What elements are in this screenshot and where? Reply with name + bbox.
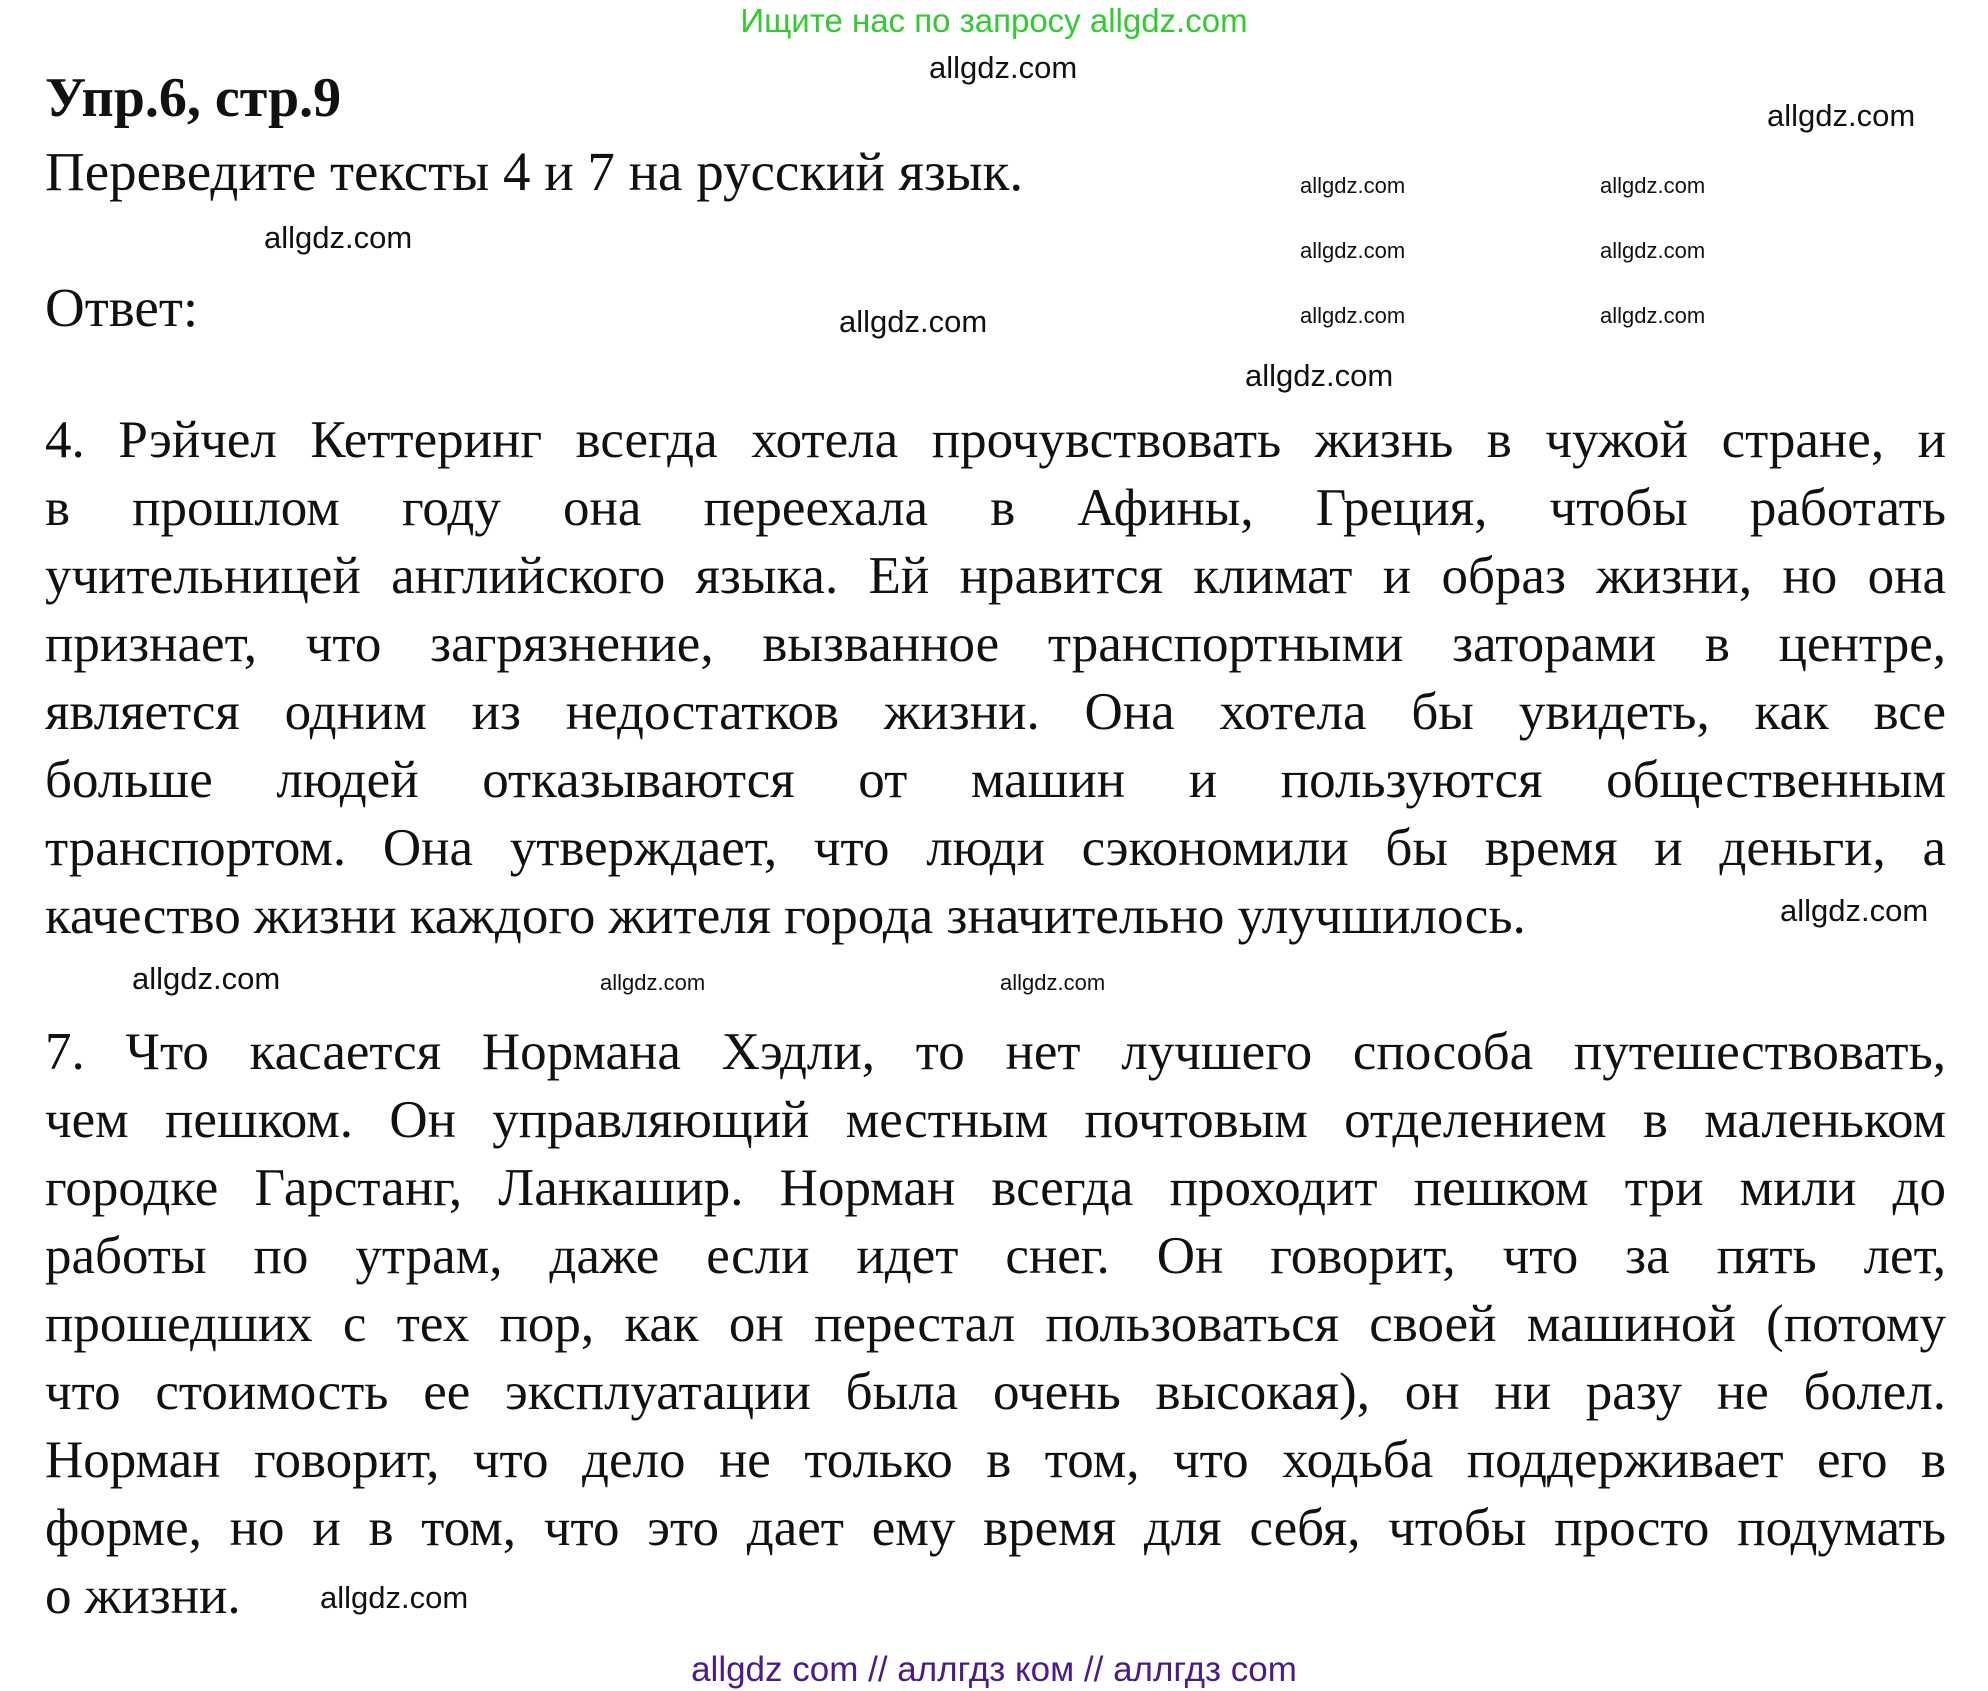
watermark: allgdz.com bbox=[929, 50, 1078, 85]
text-line: форме, но и в том, что это дает ему время для себя, чтобы просто подумать bbox=[45, 1499, 1946, 1557]
watermark: allgdz.com bbox=[1245, 358, 1394, 393]
watermark: allgdz.com bbox=[600, 970, 706, 995]
watermark: allgdz.com bbox=[1300, 303, 1406, 328]
watermark: allgdz.com bbox=[1780, 893, 1929, 928]
watermark: allgdz.com bbox=[132, 961, 281, 996]
answer-label: Ответ: bbox=[45, 277, 199, 338]
text-line: Норман говорит, что дело не только в том, что ходьба поддерживает его в bbox=[45, 1431, 1946, 1489]
text-line: работы по утрам, даже если идет снег. Он говорит, что за пять лет, bbox=[45, 1227, 1946, 1285]
watermark: allgdz.com bbox=[1300, 173, 1406, 198]
text-line: учительницей английского языка. Ей нравится климат и образ жизни, но она bbox=[45, 547, 1946, 605]
translation-text-4 bbox=[45, 406, 1946, 950]
watermark: allgdz.com bbox=[1600, 173, 1706, 198]
watermark: allgdz.com bbox=[1300, 238, 1406, 263]
text-line: что стоимость ее эксплуатации была очень высокая), он ни разу не болел. bbox=[45, 1363, 1946, 1421]
text-line: транспортом. Она утверждает, что люди сэкономили бы время и деньги, а bbox=[45, 819, 1946, 877]
translation-text-7 bbox=[45, 1018, 1946, 1630]
watermark: allgdz.com bbox=[1600, 303, 1706, 328]
watermark: allgdz.com bbox=[1767, 98, 1916, 133]
text-line: качество жизни каждого жителя города значительно улучшилось. bbox=[45, 887, 1526, 945]
watermark: allgdz.com bbox=[320, 1580, 469, 1615]
text-line: прошедших с тех пор, как он перестал пользоваться своей машиной (потому bbox=[45, 1295, 1946, 1353]
text-line: является одним из недостатков жизни. Она хотела бы увидеть, как все bbox=[45, 683, 1946, 741]
task-text: Переведите тексты 4 и 7 на русский язык. bbox=[45, 141, 1024, 202]
watermark: allgdz.com bbox=[1600, 238, 1706, 263]
text-line: 4. Рэйчел Кеттеринг всегда хотела прочувствовать жизнь в чужой стране, и bbox=[45, 411, 1946, 469]
text-line: о жизни. bbox=[45, 1567, 241, 1625]
text-line: городке Гарстанг, Ланкашир. Норман всегда проходит пешком три мили до bbox=[45, 1159, 1946, 1217]
watermark: allgdz.com bbox=[839, 304, 988, 339]
text-line: в прошлом году она переехала в Афины, Греция, чтобы работать bbox=[45, 479, 1946, 537]
watermark: allgdz.com bbox=[1000, 970, 1106, 995]
watermark: allgdz.com bbox=[264, 220, 413, 255]
exercise-title: Упр.6, стр.9 bbox=[45, 67, 342, 129]
text-line: 7. Что касается Нормана Хэдли, то нет лучшего способа путешествовать, bbox=[45, 1023, 1946, 1081]
text-line: признает, что загрязнение, вызванное транспортными заторами в центре, bbox=[45, 615, 1946, 673]
text-line: больше людей отказываются от машин и пользуются общественным bbox=[45, 751, 1946, 809]
footer-watermark: allgdz com // аллгдз ком // аллгдз com bbox=[691, 1650, 1297, 1689]
text-line: чем пешком. Он управляющий местным почтовым отделением в маленьком bbox=[45, 1091, 1946, 1149]
search-banner: Ищите нас по запросу allgdz.com bbox=[740, 2, 1248, 39]
